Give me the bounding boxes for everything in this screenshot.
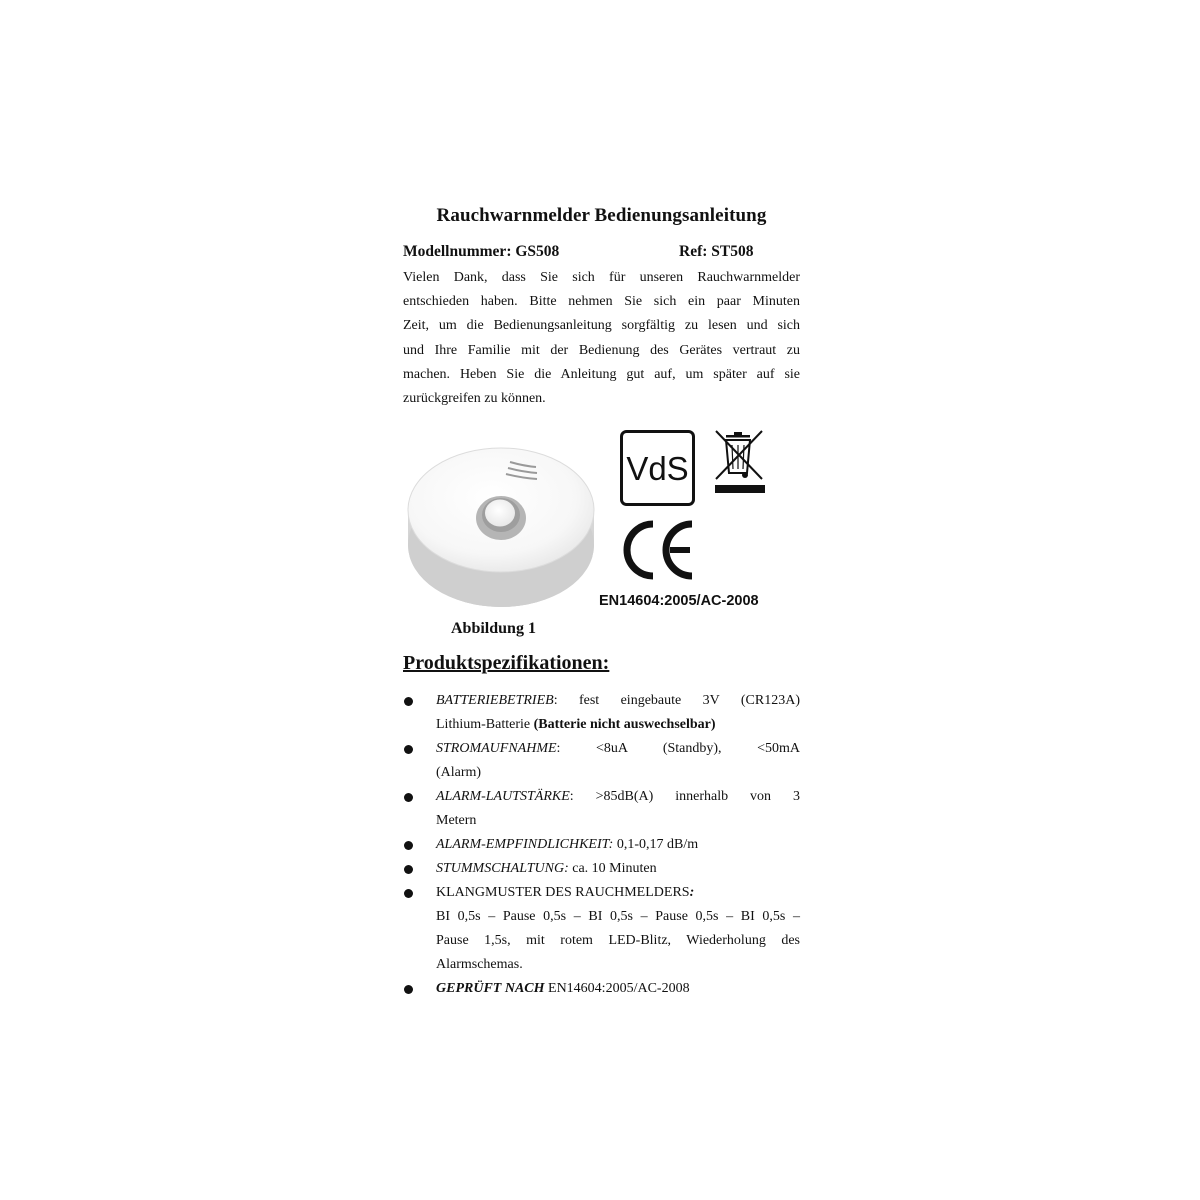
spec-value: : >85dB(A) innerhalb von 3 <box>569 789 800 804</box>
intro-line: zurückgreifen zu können. <box>403 391 546 407</box>
intro-line: entschieden haben. Bitte nehmen Sie sich ein paar Minuten <box>403 294 800 310</box>
list-item <box>403 881 800 977</box>
document-title: Rauchwarnmelder Bedienungsanleitung <box>436 205 767 226</box>
spec-line <box>436 881 800 905</box>
spec-line <box>436 713 800 737</box>
spec-value: EN14604:2005/AC-2008 <box>544 981 690 996</box>
spec-key: ALARM-LAUTSTÄRKE <box>436 789 570 804</box>
vds-logo <box>620 430 695 507</box>
spec-line: Alarmschemas. <box>436 957 523 972</box>
spec-key: GEPRÜFT NACH <box>436 981 545 996</box>
intro-line: Vielen Dank, dass Sie sich für unseren Rauchwarnmelder <box>403 270 800 285</box>
spec-key: KLANGMUSTER DES RAUCHMELDERS <box>436 885 690 900</box>
bullet-icon <box>404 697 413 706</box>
bullet-icon <box>404 793 413 802</box>
spec-line <box>436 737 800 761</box>
model-row <box>403 243 800 261</box>
intro-line: Zeit, um die Bedienungsanleitung sorgfältig zu lesen und sich <box>403 318 800 334</box>
spec-value: 0,1-0,17 dB/m <box>613 837 699 852</box>
spec-line <box>436 689 800 713</box>
figure-area <box>403 430 800 640</box>
bullet-icon <box>404 841 413 850</box>
list-item <box>403 785 800 833</box>
model-number: Modellnummer: GS508 <box>403 243 560 260</box>
list-item <box>403 857 800 881</box>
intro-paragraph <box>403 266 800 411</box>
reference-number: Ref: ST508 <box>679 243 754 260</box>
specs-heading: Produktspezifikationen: <box>403 652 610 674</box>
spec-line: Pause 1,5s, mit rotem LED-Blitz, Wiederholung des <box>436 933 800 948</box>
list-item <box>403 977 800 1001</box>
spec-key: BATTERIEBETRIEB <box>436 693 554 708</box>
spec-key: STUMMSCHALTUNG: <box>436 861 569 876</box>
smoke-detector-image <box>406 440 596 610</box>
spec-key: STROMAUFNAHME <box>436 741 557 756</box>
ce-mark-logo <box>620 520 700 580</box>
figure-caption: Abbildung 1 <box>451 620 536 637</box>
specs-list <box>403 689 800 1001</box>
intro-line: machen. Heben Sie die Anleitung gut auf, um später auf sie <box>403 366 800 382</box>
bullet-icon <box>404 745 413 754</box>
bullet-icon <box>404 985 413 994</box>
spec-line: BI 0,5s – Pause 0,5s – BI 0,5s – Pause 0,5s – BI 0,5s – <box>436 909 800 924</box>
bullet-icon <box>404 889 413 898</box>
weee-bin-icon <box>712 427 770 499</box>
spec-value: : fest eingebaute 3V (CR123A) <box>553 693 800 708</box>
norm-label: EN14604:2005/AC-2008 <box>599 593 759 609</box>
spec-key: ALARM-EMPFINDLICHKEIT: <box>436 837 614 852</box>
vds-logo-text: VdS <box>626 450 689 487</box>
list-item <box>403 737 800 785</box>
spec-line <box>436 833 800 857</box>
spec-value: : <8uA (Standby), <50mA <box>556 741 800 756</box>
spec-line <box>436 785 800 809</box>
spec-value: Lithium-Batterie <box>436 717 534 732</box>
spec-value: ca. 10 Minuten <box>568 861 657 876</box>
spec-line: (Alarm) <box>436 765 482 780</box>
list-item <box>403 833 800 857</box>
spec-note: (Batterie nicht auswechselbar) <box>533 717 716 732</box>
spec-line: Metern <box>436 813 477 828</box>
list-item <box>403 689 800 737</box>
bullet-icon <box>404 865 413 874</box>
spec-line <box>436 857 800 881</box>
spec-key-suffix: : <box>689 885 695 900</box>
intro-line: und Ihre Familie mit der Bedienung des Gerätes vertraut zu <box>403 342 800 358</box>
spec-line <box>436 977 800 1001</box>
